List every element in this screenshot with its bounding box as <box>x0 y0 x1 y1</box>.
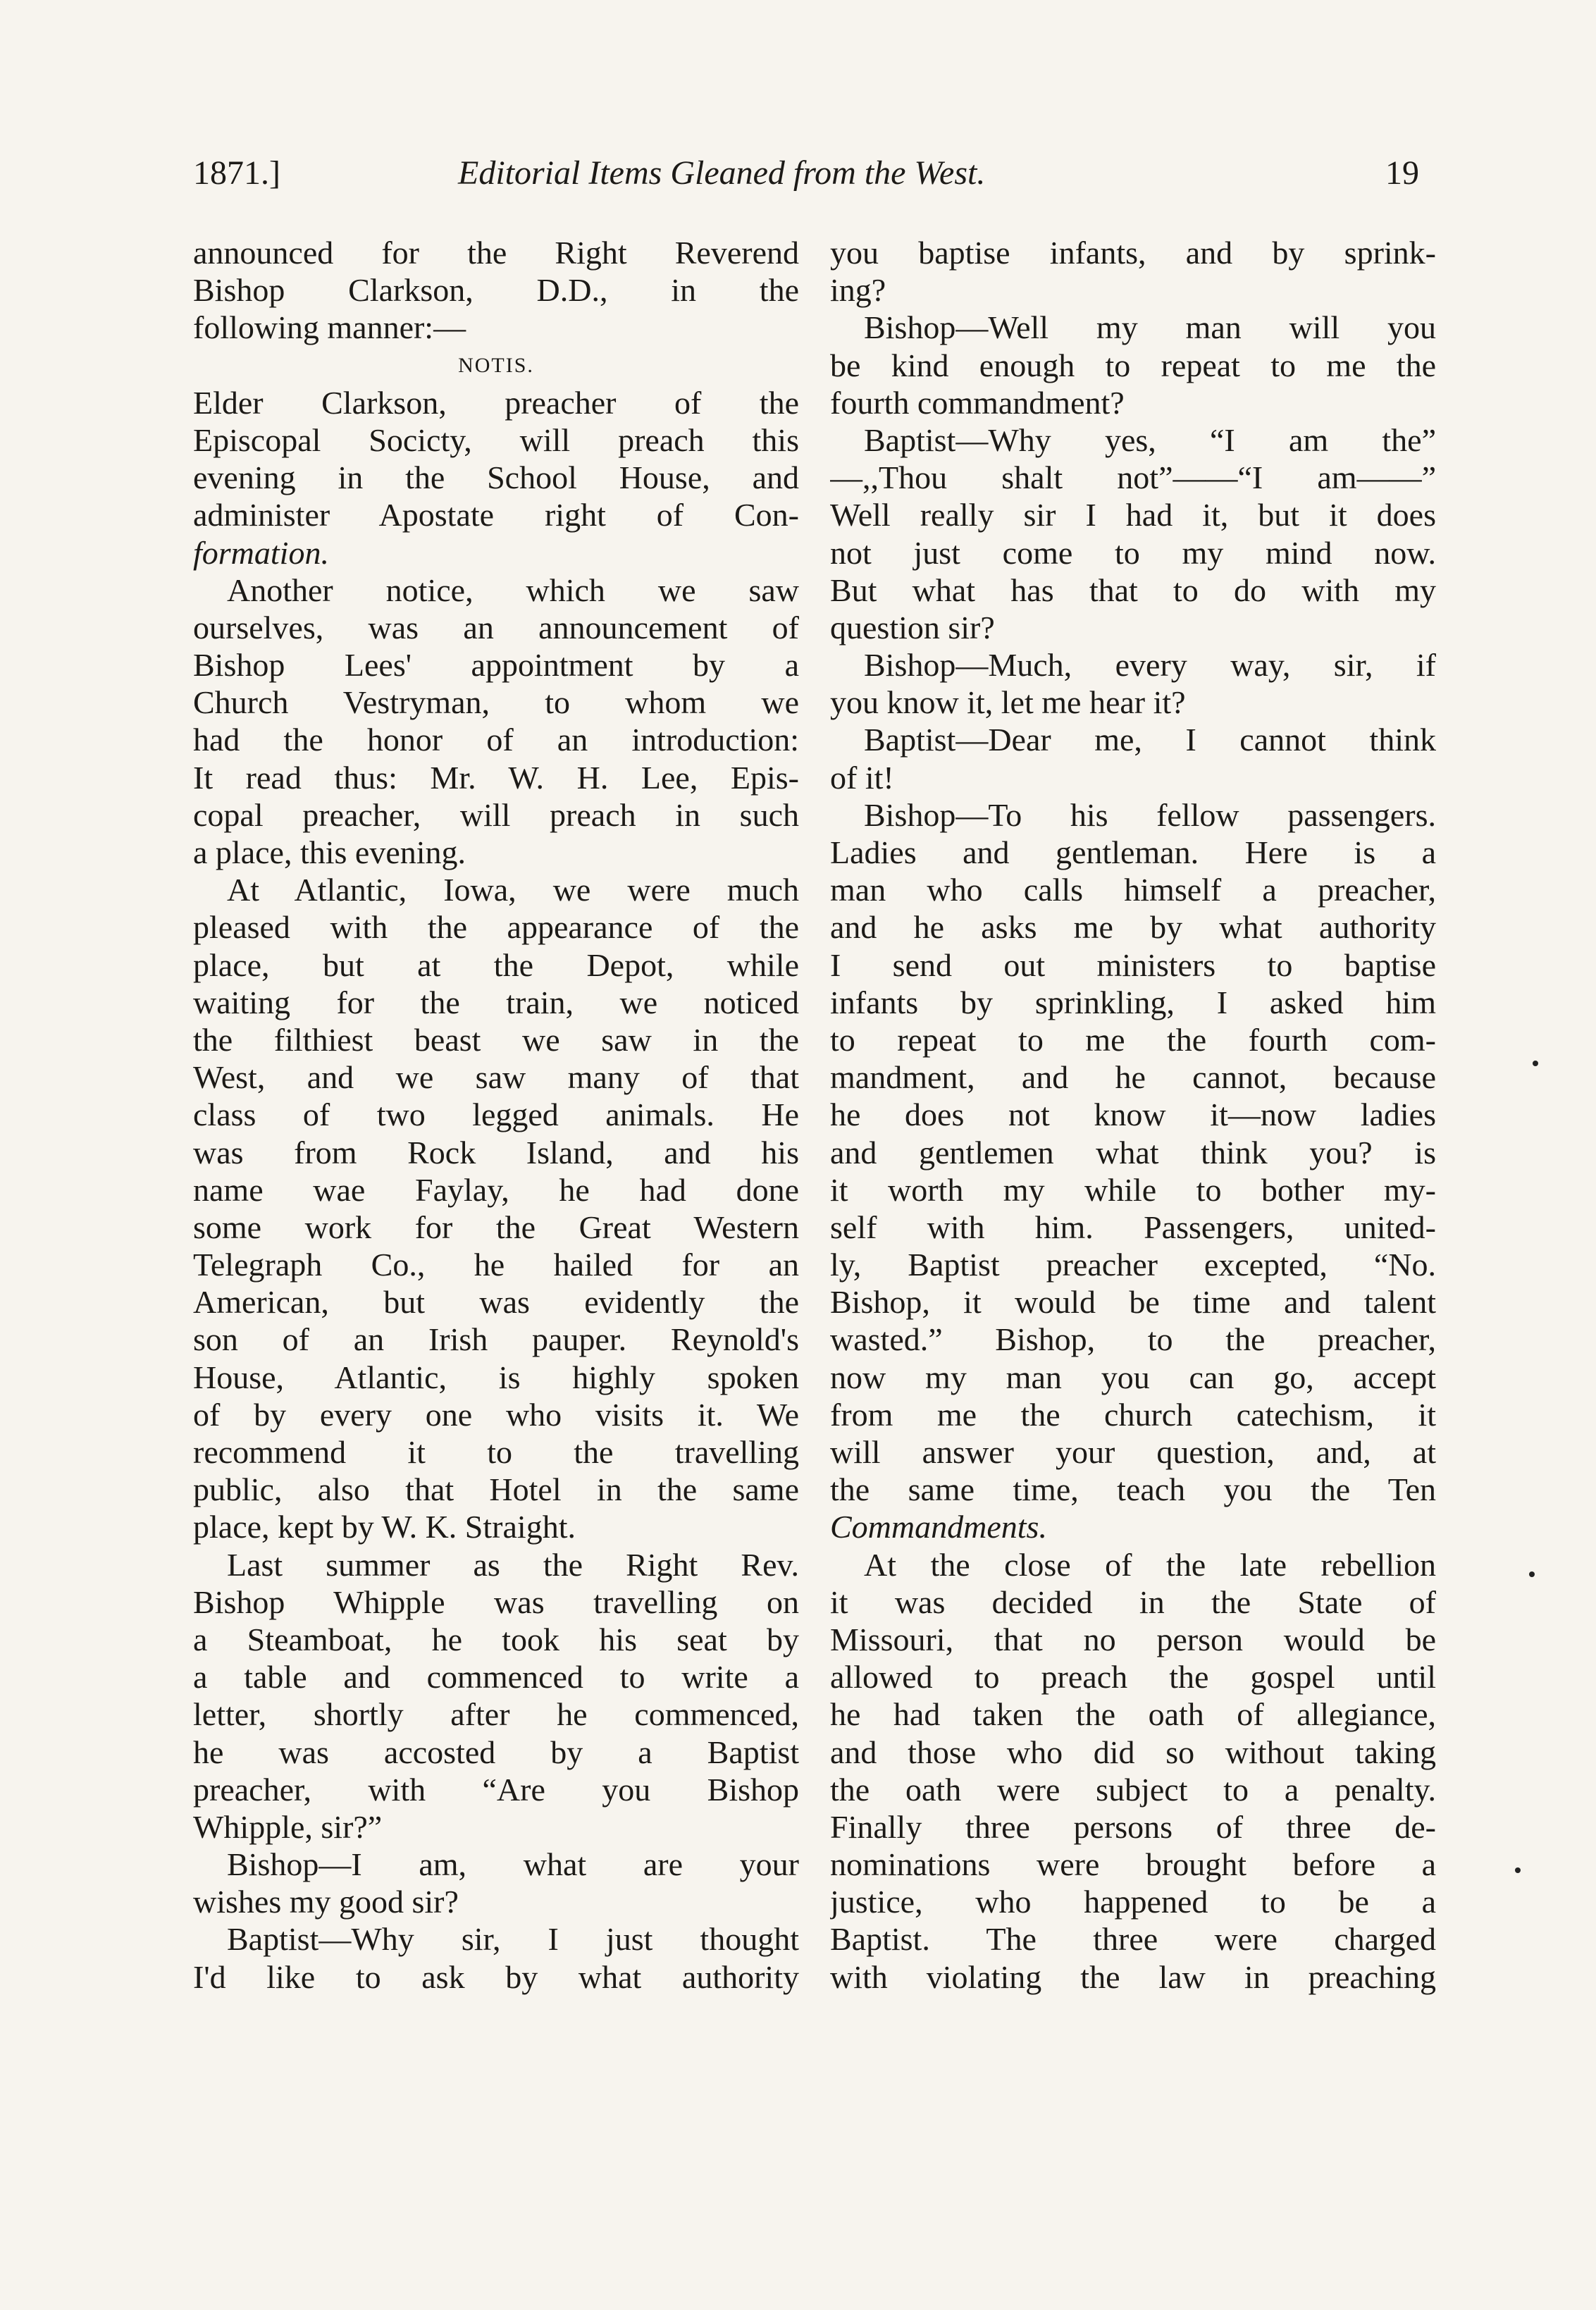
text-line: Commandments. <box>830 1509 1047 1545</box>
text-line: fourth commandment? <box>830 384 1125 421</box>
text-line: the filthiest beast we saw in the <box>193 1021 799 1058</box>
text-line: infants by sprinkling, I asked him <box>830 984 1436 1020</box>
text-line: had the honor of an introduction: <box>193 722 799 758</box>
text-line: man who calls himself a preacher, <box>830 872 1436 908</box>
text-line: NOTIS. <box>458 353 534 377</box>
text-line: West, and we saw many of that <box>193 1059 799 1096</box>
text-line: you know it, let me hear it? <box>830 684 1186 721</box>
text-line: ing? <box>830 272 886 309</box>
text-line: waiting for the train, we noticed <box>193 984 799 1020</box>
text-line: allowed to preach the gospel until <box>830 1659 1436 1696</box>
text-line: question sir? <box>830 609 995 646</box>
text-line: Episcopal Socicty, will preach this <box>193 421 799 458</box>
text-line: Baptist. The three were charged <box>830 1921 1436 1958</box>
text-line: it was decided in the State of <box>830 1583 1436 1620</box>
text-line: Bishop—I am, what are your <box>227 1846 799 1883</box>
text-line: Another notice, which we saw <box>227 572 799 608</box>
text-line: be kind enough to repeat to me the <box>830 347 1436 383</box>
ink-speck <box>1529 1571 1535 1577</box>
text-line: mandment, and he cannot, because <box>830 1059 1436 1096</box>
text-line: name wae Faylay, he had done <box>193 1171 799 1208</box>
text-line: preacher, with “Are you Bishop <box>193 1771 799 1808</box>
text-line: But what has that to do with my <box>830 572 1436 608</box>
page-number: 19 <box>1385 154 1419 192</box>
running-title: Editorial Items Gleaned from the West. <box>458 154 986 192</box>
text-line: he does not know it—now ladies <box>830 1097 1436 1133</box>
text-line: Bishop, it would be time and talent <box>830 1284 1436 1321</box>
text-line: Baptist—Dear me, I cannot think <box>864 722 1436 758</box>
text-line: now my man you can go, accept <box>830 1359 1436 1395</box>
text-line: the oath were subject to a penalty. <box>830 1771 1436 1808</box>
text-line: Bishop Clarkson, D.D., in the <box>193 272 799 309</box>
text-line: and he asks me by what authority <box>830 909 1436 946</box>
text-line: American, but was evidently the <box>193 1284 799 1321</box>
text-line: Last summer as the Right Rev. <box>227 1546 799 1583</box>
text-line: it worth my while to bother my- <box>830 1171 1436 1208</box>
left-column <box>193 234 799 1996</box>
text-line: Ladies and gentleman. Here is a <box>830 834 1436 870</box>
text-line: Missouri, that no person would be <box>830 1621 1436 1657</box>
text-line: nominations were brought before a <box>830 1846 1436 1883</box>
text-line: some work for the Great Western <box>193 1209 799 1245</box>
text-line: wishes my good sir? <box>193 1884 459 1920</box>
text-line: Elder Clarkson, preacher of the <box>193 384 799 421</box>
text-line: Telegraph Co., he hailed for an <box>193 1247 799 1283</box>
text-line: place, but at the Depot, while <box>193 946 799 983</box>
text-line: not just come to my mind now. <box>830 534 1436 571</box>
text-line: recommend it to the travelling <box>193 1434 799 1470</box>
text-line: and those who did so without taking <box>830 1734 1436 1770</box>
text-line: —,,Thou shalt not”——“I am——” <box>830 459 1436 496</box>
text-line: place, kept by W. K. Straight. <box>193 1509 576 1545</box>
text-line: of by every one who visits it. We <box>193 1396 799 1433</box>
text-line: evening in the School House, and <box>193 459 799 496</box>
text-line: At the close of the late rebellion <box>864 1546 1436 1583</box>
ink-speck <box>1533 1061 1538 1066</box>
text-line: with violating the law in preaching <box>830 1958 1436 1995</box>
text-line: ly, Baptist preacher excepted, “No. <box>830 1247 1436 1283</box>
text-line: and gentlemen what think you? is <box>830 1134 1436 1171</box>
text-line: a place, this evening. <box>193 834 466 870</box>
text-line: Baptist—Why sir, I just thought <box>227 1921 799 1958</box>
text-line: It read thus: Mr. W. H. Lee, Epis- <box>193 759 799 796</box>
text-line: of it! <box>830 759 894 796</box>
text-line: Well really sir I had it, but it does <box>830 497 1436 533</box>
text-line: public, also that Hotel in the same <box>193 1471 799 1508</box>
text-line: will answer your question, and, at <box>830 1434 1436 1470</box>
text-line: House, Atlantic, is highly spoken <box>193 1359 799 1395</box>
text-line: Bishop Lees' appointment by a <box>193 647 799 684</box>
text-line: justice, who happened to be a <box>830 1884 1436 1920</box>
text-line: a Steamboat, he took his seat by <box>193 1621 799 1657</box>
text-line: letter, shortly after he commenced, <box>193 1696 799 1733</box>
text-line: was from Rock Island, and his <box>193 1134 799 1171</box>
text-line: formation. <box>193 534 329 571</box>
text-line: I send out ministers to baptise <box>830 946 1436 983</box>
text-line: Baptist—Why yes, “I am the” <box>864 421 1436 458</box>
text-line: a table and commenced to write a <box>193 1659 799 1696</box>
text-line: you baptise infants, and by sprink- <box>830 235 1436 271</box>
text-line: wasted.” Bishop, to the preacher, <box>830 1321 1436 1358</box>
text-line: self with him. Passengers, united- <box>830 1209 1436 1245</box>
text-line: I'd like to ask by what authority <box>193 1958 799 1995</box>
text-line: son of an Irish pauper. Reynold's <box>193 1321 799 1358</box>
text-line: At Atlantic, Iowa, we were much <box>227 872 799 908</box>
text-line: Bishop—Well my man will you <box>864 309 1436 346</box>
text-line: pleased with the appearance of the <box>193 909 799 946</box>
text-line: Bishop—To his fellow passengers. <box>864 796 1436 833</box>
text-line: copal preacher, will preach in such <box>193 796 799 833</box>
header-year: 1871.] <box>193 154 280 192</box>
text-line: Bishop Whipple was travelling on <box>193 1583 799 1620</box>
text-line: he was accosted by a Baptist <box>193 1734 799 1770</box>
text-line: he had taken the oath of allegiance, <box>830 1696 1436 1733</box>
text-line: Church Vestryman, to whom we <box>193 684 799 721</box>
text-line: from me the church catechism, it <box>830 1396 1436 1433</box>
text-line: the same time, teach you the Ten <box>830 1471 1436 1508</box>
text-line: to repeat to me the fourth com- <box>830 1021 1436 1058</box>
text-line: class of two legged animals. He <box>193 1097 799 1133</box>
right-column <box>830 234 1436 1996</box>
ink-speck <box>1515 1867 1521 1873</box>
text-line: administer Apostate right of Con- <box>193 497 799 533</box>
text-line: following manner:— <box>193 309 466 346</box>
text-line: Whipple, sir?” <box>193 1808 383 1845</box>
text-line: announced for the Right Reverend <box>193 235 799 271</box>
text-line: ourselves, was an announcement of <box>193 609 799 646</box>
text-line: Finally three persons of three de- <box>830 1808 1436 1845</box>
text-line: Bishop—Much, every way, sir, if <box>864 647 1436 684</box>
